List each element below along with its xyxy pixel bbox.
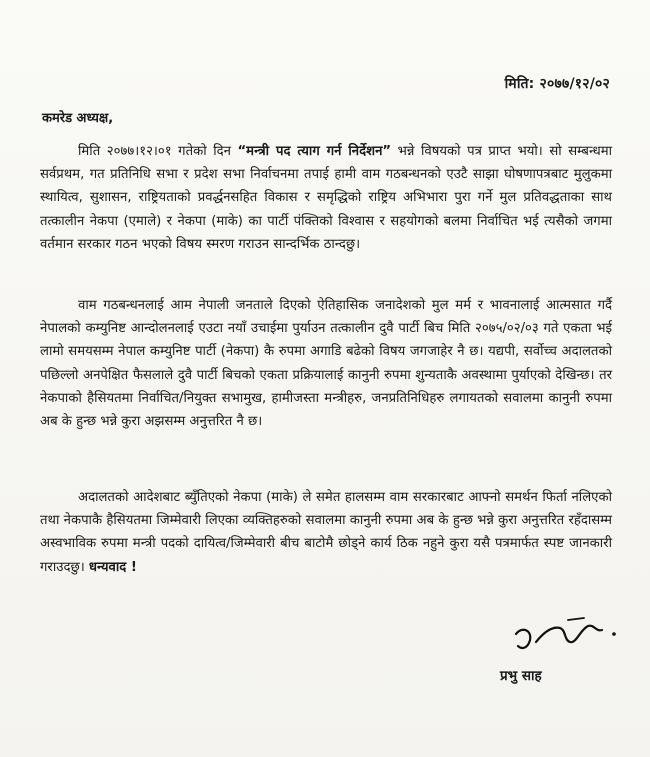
closing-thanks: धन्यवाद ! [88, 559, 137, 575]
paragraph-1 [40, 140, 612, 256]
salutation: कमरेड अध्यक्ष, [42, 111, 114, 126]
signer-name: प्रभु साह [500, 668, 542, 684]
letter-date: मिति: २०७७/१२/०२ [504, 76, 610, 92]
paragraph-1-body: भन्ने विषयको पत्र प्राप्त भयो। सो सम्बन्धमा सर्वप्रथम, गत प्रतिनिधि सभा र प्रदेश सभा निर्वाचनमा तपाई हामी वाम गठबन्धनको एउटै साझा घोषणापत्रबाट मुलुकमा स्थायित्व, सुशासन, राष्ट्रियताको प्रवर्द्धनसहित विकास र समृद्धिको राष्ट्रिय अभिभारा पुरा गर्ने मुल प्रतिवद्धताका साथ तत्कालीन नेकपा (एमाले) र नेकपा (माके) का पार्टी पंक्तिको विश्वास र सहयोगको बलमा निर्वाचित भई त्यसैको जगमा वर्तमान सरकार गठन भएको विषय स्मरण गराउन सान्दर्भिक ठान्दछु। [40, 144, 613, 252]
paragraph-2: वाम गठबन्धनलाई आम नेपाली जनताले दिएको ऐतिहासिक जनादेशको मुल मर्म र भावनालाई आत्मसात गर्दै नेपालको कम्युनिष्ट आन्दोलनलाई एउटा नयाँ उचाईमा पुर्याउन तत्कालीन दुवै पार्टी बिच मिति २०७५/०२/०३ गते एकता भई लामो समयसम्म नेपाल कम्युनिष्ट पार्टी (नेकपा) कै रुपमा अगाडि बढेको विषय जगजाहेर नै छ। यद्यपी, सर्वोच्च अदालतको पछिल्लो अनपेक्षित फैसलाले दुवै पार्टी बिचको एकता प्रक्रियालाई कानुनी रुपमा शुन्यताकै अवस्थामा पुर्याएको देखिन्छ। तर नेकपाको हैसियतमा निर्वाचित/नियुक्त सभामुख, हामीजस्ता मन्त्रीहरु, जनप्रतिनिधिहरु लगायतको सवालमा कानुनी रुपमा अब के हुन्छ भन्ने कुरा अझसम्म अनुत्तरित नै छ। [40, 298, 612, 430]
handwritten-signature [510, 612, 630, 672]
paragraph-3-body: अदालतको आदेशबाट ब्युँतिएको नेकपा (माके) ले समेत हालसम्म वाम सरकारबाट आफ्नो समर्थन फिर्ता नलिएको तथा नेकपाकै हैसियतमा जिम्मेवारी लिएका व्यक्तिहरुको सवालमा कानुनी रुपमा अब के हुन्छ भन्ने कुरा अनुत्तरित रहँदासम्म अस्वभाविक रुपमा मन्त्री पदको दायित्व/जिम्मेवारी बीच बाटोमै छोड्ने कार्य ठिक नहुने कुरा यसै पत्रमार्फत स्पष्ट जानकारी गराउदछु। [40, 490, 612, 575]
paragraph-1-subject: “मन्त्री पद त्याग गर्न निर्देशन” [237, 144, 392, 159]
paragraph-1-lead: मिति २०७७।१२।०१ गतेको दिन [78, 144, 238, 159]
paragraph-3 [40, 486, 612, 579]
